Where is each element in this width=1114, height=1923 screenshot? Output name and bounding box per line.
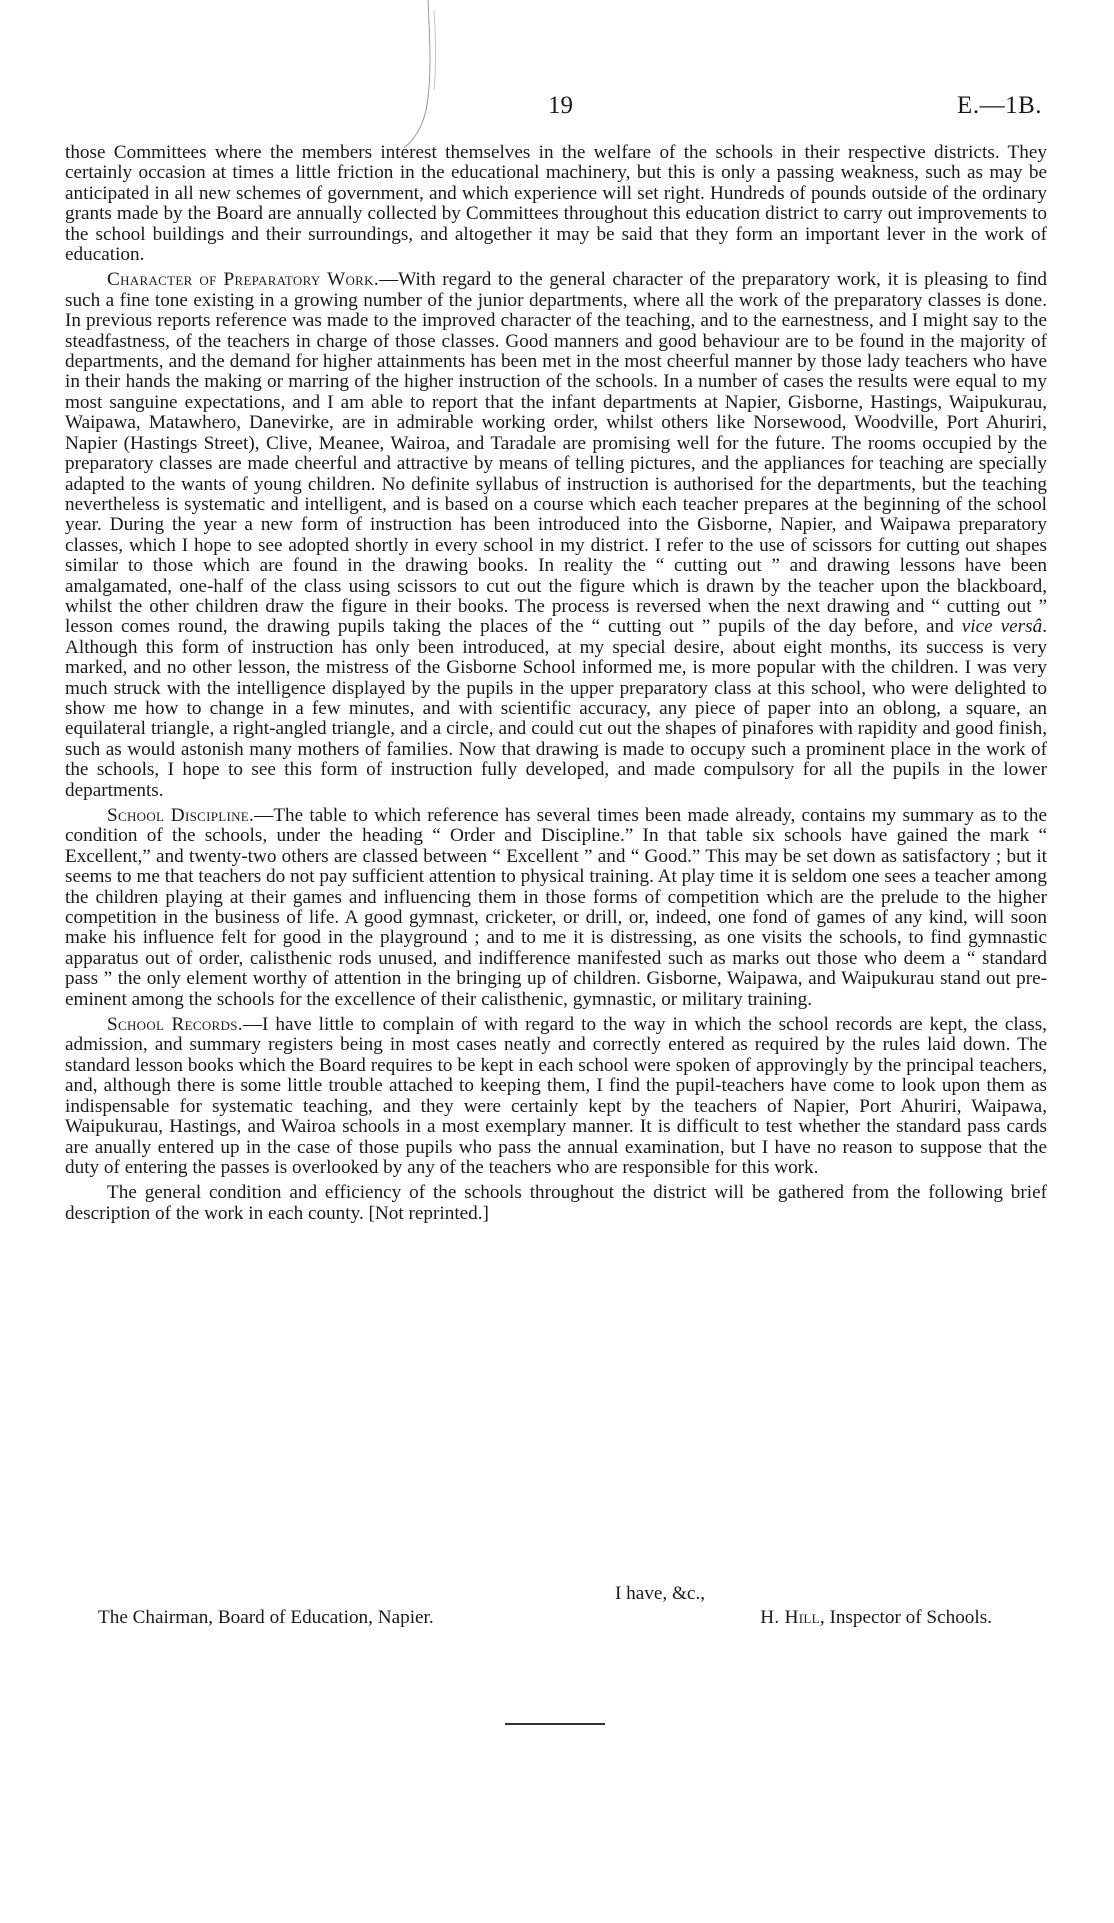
paragraph-committees: those Committees where the members interest themselves in the welfare of the schools in their respective districts. They certainly occasion at times a little friction in the educational machinery, but this is only a passing weakness, such as may be anticipated in all new schemes of government, and which experience will set right. Hundreds of pounds outside of the ordinary grants made by the Board are annually collected by Committees throughout this education district to carry out improvements to the school buildings and their surroundings, and altogether it may be said that they form an important lever in the work of education. [65, 142, 1047, 266]
signature-name: H. Hill [760, 1607, 820, 1628]
paragraph-school-records [65, 1015, 1047, 1178]
paragraph-general-condition: The general condition and efficiency of the schools throughout the district will be gathered from the following brief description of the work in each county. [Not reprinted.] [65, 1182, 1047, 1224]
document-reference: E.—1B. [957, 92, 1042, 119]
italic-phrase: vice versâ [961, 616, 1043, 638]
signature [760, 1607, 992, 1629]
end-rule-divider [505, 1723, 605, 1725]
addressee: The Chairman, Board of Education, Napier. [98, 1607, 434, 1628]
section-heading-school-records: School Records. [107, 1014, 243, 1036]
paragraph-text: —With regard to the general character of the preparatory work, it is pleasing to find such a fine tone existing in a growing number of the junior departments, where all the work of the preparatory classes is done. In previous reports reference was made to the improved character of the teaching, and to the earnestness, and I might say to the steadfastness, of the teachers in charge of those classes. Good manners and good behaviour are to be found in the majority of departments, and the demand for higher attainments has been met in the most cheerful manner by those lady teachers who have in their hands the making or marring of the higher instruction of the schools. In a number of cases the results were equal to my most sanguine expectations, and I am able to report that the infant departments at Napier, Gisborne, Hastings, Waipukurau, Waipawa, Matawhero, Danevirke, are in admirable working order, whilst others like Norsewood, Woodville, Port Ahuriri, Napier (Hastings Street), Clive, Meanee, Wairoa, and Taradale are promising well for the future. The rooms occupied by the preparatory classes are made cheerful and attractive by means of telling pictures, and the appliances for teaching are specially adapted to the wants of young children. No definite syllabus of instruction is authorised for the departments, but the teaching nevertheless is systematic and intelligent, and is based on a course which each teacher prepares at the beginning of the school year. During the year a new form of instruction has been introduced into the Gisborne, Napier, and Waipawa preparatory classes, which I hope to see adopted shortly in every school in my district. I refer to the use of scissors for cutting out shapes similar to those which are found in the drawing books. In reality the “ cutting out ” and drawing lessons have been amalgamated, one-half of the class using scissors to cut out the figure which is drawn by the teacher upon the blackboard, whilst the other children draw the figure in their books. The process is reversed when the next drawing and “ cutting out ” lesson comes round, the drawing pupils taking the places of the “ cutting out ” pupils of the day before, and [65, 269, 1047, 638]
paragraph-text: —The table to which reference has several times been made already, contains my summary as to the condition of the schools, under the heading “ Order and Discipline.” In that table six schools have gained the mark “ Excellent,” and twenty-two others are classed between “ Excellent ” and “ Good.” This may be set down as satisfactory ; but it seems to me that teachers do not pay sufficient attention to physical training. At play time it is seldom one sees a teacher among the children playing at their games and influencing them in those forms of competition which are the prelude to the higher competition in the business of life. A good gymnast, cricketer, or drill, or, indeed, one fond of games of any kind, will soon make his influence felt for good in the playground ; and to me it is distressing, as one visits the schools, to find gymnastic apparatus out of order, calisthenic rods unused, and indifference manifested such as marks out those who deem a “ standard pass ” the only element worthy of attention in the bringing up of children. Gisborne, Waipawa, and Waipukurau stand out pre-eminent among the schools for the excellence of their calisthenic, gymnastic, or military training. [65, 805, 1047, 1010]
section-heading-preparatory-work: Character of Preparatory Work. [107, 269, 379, 291]
paragraph-text: . Although this form of instruction has only been introduced, at my special desire, about eight months, its success is very marked, and no other lesson, the mistress of the Gisborne School informed me, is more popular with the children. I was very much struck with the intelligence displayed by the pupils in the upper preparatory class at this school, who were delighted to show me how to change in a few minutes, and with scientific accuracy, any piece of paper into an oblong, a square, an equilateral triangle, a right-angled triangle, and a circle, and could cut out the shapes of pinafores with rapidity and good finish, such as would astonish many mothers of families. Now that drawing is made to occupy such a prominent place in the work of the schools, I hope to see this form of instruction fully developed, and made compulsory for all the pupils in the lower departments. [65, 616, 1047, 801]
signature-row [98, 1607, 992, 1631]
paragraph-school-discipline [65, 806, 1047, 1010]
paragraph-text: —I have little to complain of with regard to the way in which the school records are kept, the class, admission, and summary registers being in most cases neatly and correctly entered as required by the rules laid down. The standard lesson books which the Board requires to be kept in each school were spoken of approvingly by the principal teachers, and, although there is some little trouble attached to keeping them, I find the pupil-teachers have come to look upon them as indispensable for systematic teaching, and they were certainly kept by the teachers of Napier, Port Ahuriri, Waipawa, Waipukurau, Hastings, and Wairoa schools in a most exemplary manner. It is difficult to test whether the standard pass cards are anually entered up in the case of those pupils who pass the annual examination, but I have no reason to suppose that the duty of entering the passes is overlooked by any of the teachers who are responsible for this work. [65, 1014, 1047, 1178]
page-number: 19 [548, 92, 573, 119]
closing-salutation: I have, &c., [615, 1583, 706, 1604]
section-heading-school-discipline: School Discipline. [107, 805, 255, 826]
paragraph-preparatory-work [65, 270, 1047, 801]
signature-title: , Inspector of Schools. [819, 1607, 992, 1628]
page-header [0, 92, 1114, 132]
report-body [65, 143, 1047, 1229]
